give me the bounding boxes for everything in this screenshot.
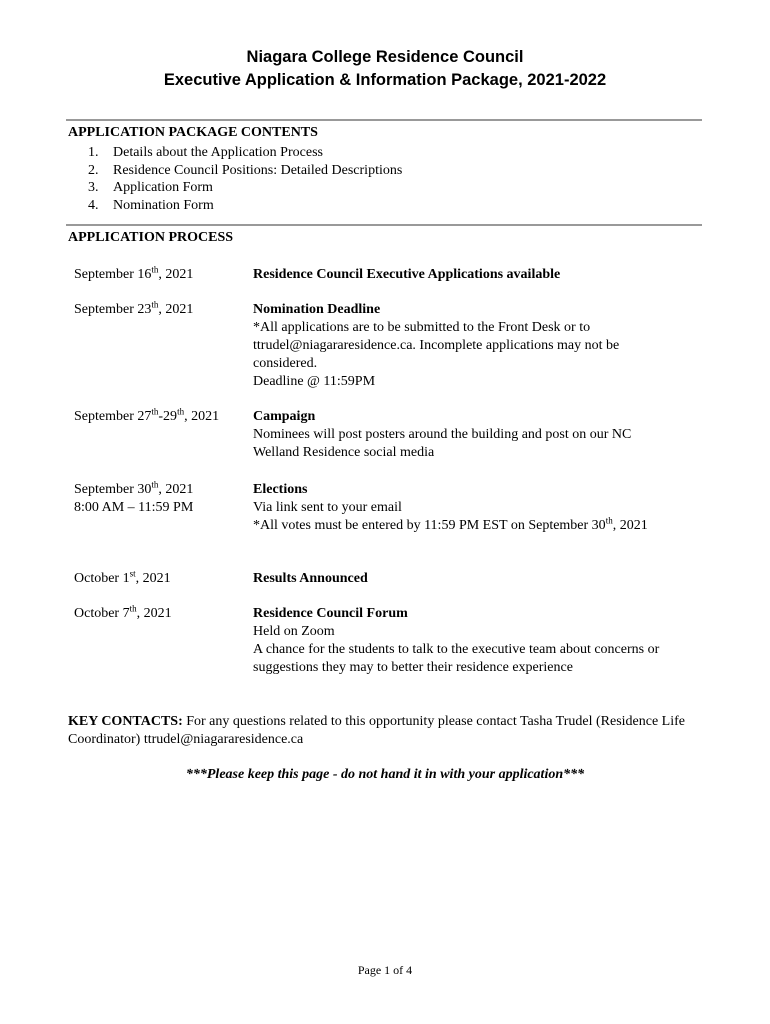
schedule-date: September 23th, 2021 — [74, 299, 194, 317]
schedule-date: September 27th-29th, 2021 — [74, 406, 220, 424]
schedule-date: October 7th, 2021 — [74, 603, 172, 621]
schedule-date: September 16th, 2021 — [74, 264, 194, 282]
process-heading: APPLICATION PROCESS — [68, 230, 234, 245]
schedule-desc: Residence Council Executive Applications available — [253, 267, 561, 282]
divider — [66, 224, 702, 226]
list-item: 2. Residence Council Positions: Detailed Descriptions — [88, 162, 403, 178]
schedule-date: October 1st, 2021 — [74, 568, 171, 586]
list-item: 3. Application Form — [88, 180, 213, 195]
document-title: Niagara College Residence Council — [246, 48, 524, 66]
contents-heading: APPLICATION PACKAGE CONTENTS — [68, 125, 318, 140]
keep-page-note: ***Please keep this page - do not hand it in with your application*** — [185, 767, 585, 782]
list-item: 4. Nomination Form — [88, 197, 214, 213]
document-subtitle: Executive Application & Information Package, 2021-2022 — [163, 71, 607, 89]
schedule-desc: Residence Council Forum Held on Zoom A chance for the students to talk to the executive team about concerns or suggestions they may to better their residence experience — [253, 606, 660, 675]
schedule-desc: Campaign Nominees will post posters around the building and post on our NC Welland Residence social media — [253, 409, 632, 460]
list-item: 1. Details about the Application Process — [88, 145, 323, 160]
schedule-desc: Nomination Deadline *All applications are to be submitted to the Front Desk or to ttrudel@niagararesidence.ca. Incomplete applications may not be considered. Deadline @ 11:59PM — [253, 302, 620, 389]
key-contacts: KEY CONTACTS: For any questions related to this opportunity please contact Tasha Trudel (Residence Life Coordinator) ttrudel@niagararesidence.ca — [68, 714, 685, 747]
schedule-date: September 30th, 2021 8:00 AM – 11:59 PM — [74, 479, 194, 515]
schedule-desc: Results Announced — [253, 571, 368, 586]
page-number: Page 1 of 4 — [357, 963, 413, 977]
contents-list — [88, 144, 402, 214]
divider — [66, 119, 702, 121]
schedule-desc: Elections Via link sent to your email *All votes must be entered by 11:59 PM EST on September 30th, 2021 — [253, 482, 648, 533]
